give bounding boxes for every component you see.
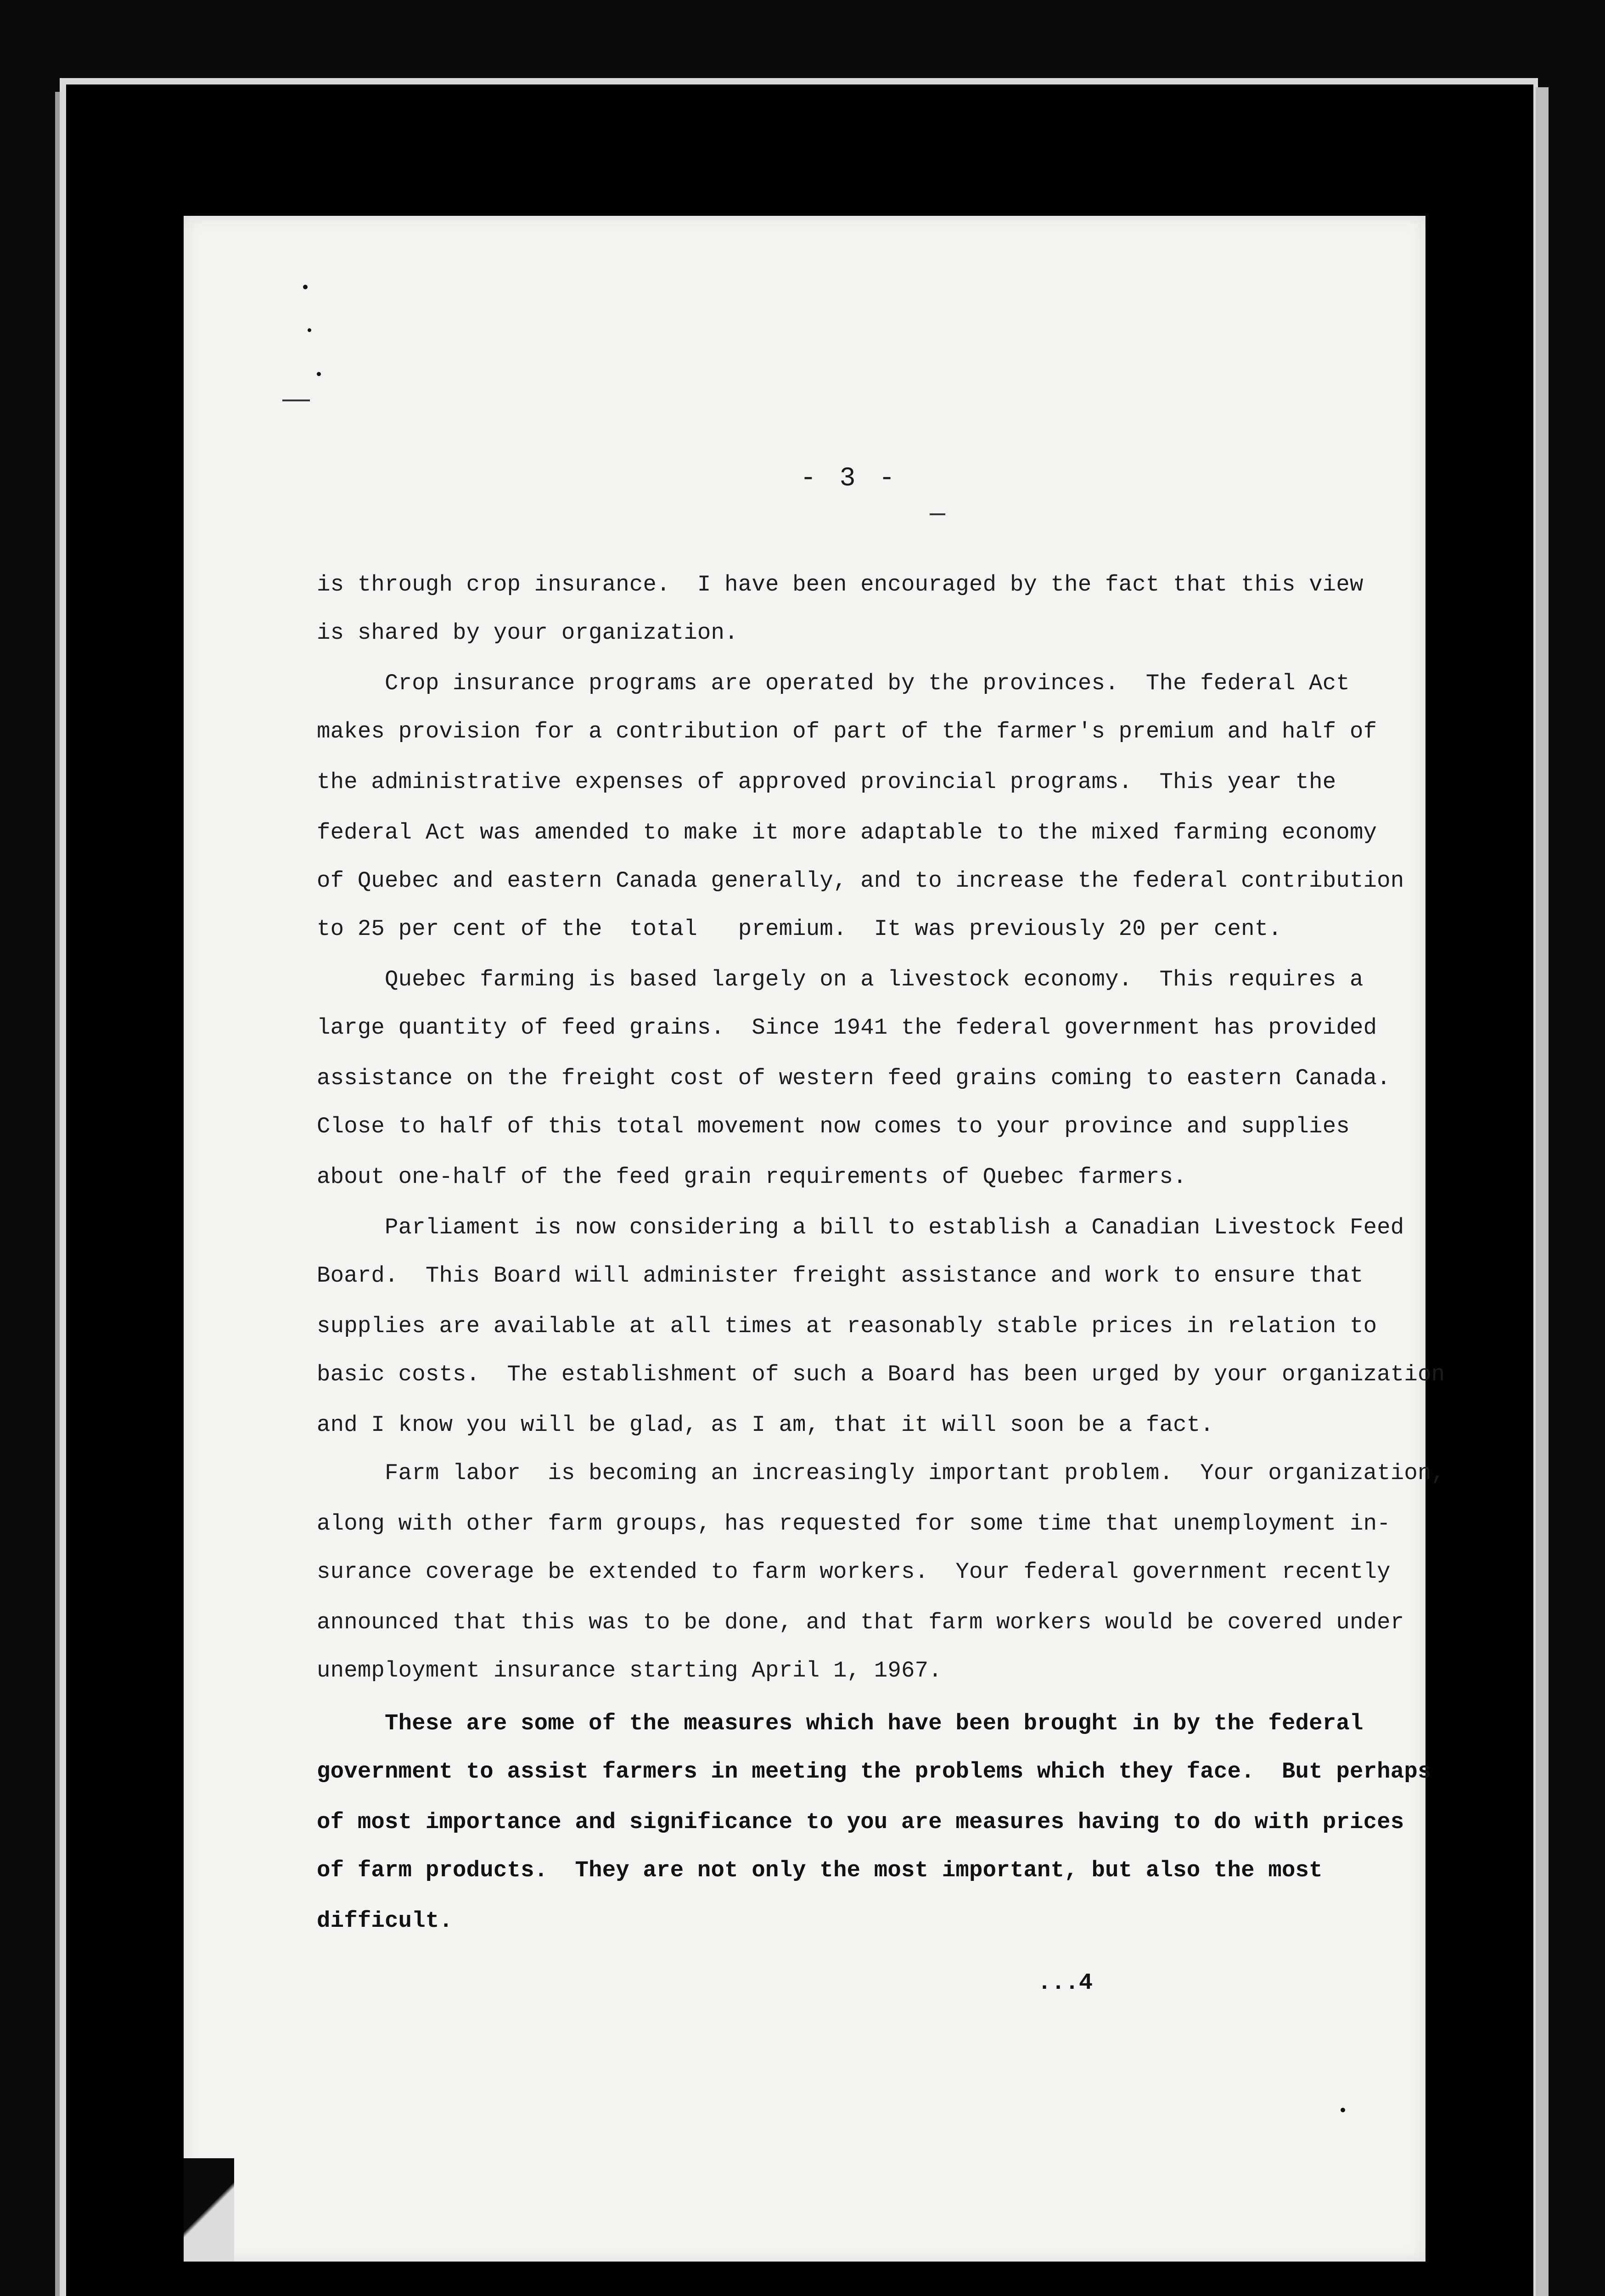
scan-speck (303, 285, 308, 289)
text-line: and I know you will be glad, as I am, that it will soon be a fact. (317, 1412, 1214, 1438)
text-line: Quebec farming is based largely on a livestock economy. This requires a (317, 967, 1364, 992)
text-line: Close to half of this total movement now comes to your province and supplies (317, 1114, 1350, 1139)
scan-speck (1341, 2108, 1345, 2112)
scan-speck (308, 328, 311, 332)
text-line: federal Act was amended to make it more adaptable to the mixed farming economy (317, 820, 1377, 845)
text-line: unemployment insurance starting April 1, 1967. (317, 1658, 942, 1683)
text-line: Farm labor is becoming an increasingly important problem. Your organization, (317, 1460, 1445, 1486)
text-line: to 25 per cent of the total premium. It was previously 20 per cent. (317, 916, 1282, 942)
continuation-marker: ...4 (1038, 1970, 1093, 1996)
text-line: along with other farm groups, has requested for some time that unemployment in- (317, 1511, 1391, 1536)
page-number: - 3 - (800, 464, 899, 494)
text-line: government to assist farmers in meeting the problems which they face. But perhaps (317, 1759, 1431, 1784)
text-line: supplies are available at all times at reasonably stable prices in relation to (317, 1313, 1377, 1339)
text-line: announced that this was to be done, and that farm workers would be covered under (317, 1609, 1404, 1635)
film-edge-right (1536, 87, 1549, 2296)
text-line: large quantity of feed grains. Since 1941 the federal government has provided (317, 1015, 1377, 1041)
text-line: surance coverage be extended to farm workers. Your federal government recently (317, 1559, 1391, 1585)
text-line: basic costs. The establishment of such a Board has been urged by your organization (317, 1362, 1445, 1387)
text-line: the administrative expenses of approved provincial programs. This year the (317, 769, 1336, 795)
scan-mark (930, 513, 945, 515)
scan-mark (282, 400, 310, 401)
scan-speck (317, 372, 321, 376)
text-line: of farm products. They are not only the most important, but also the most (317, 1857, 1323, 1883)
text-line: difficult. (317, 1908, 453, 1934)
text-line: Board. This Board will administer freight assistance and work to ensure that (317, 1263, 1364, 1289)
text-line: assistance on the freight cost of western feed grains coming to eastern Canada. (317, 1065, 1391, 1091)
text-line: These are some of the measures which have been brought in by the federal (317, 1711, 1364, 1736)
text-line: Crop insurance programs are operated by the provinces. The federal Act (317, 670, 1350, 696)
text-line: Parliament is now considering a bill to establish a Canadian Livestock Feed (317, 1215, 1404, 1240)
text-line: about one-half of the feed grain requirements of Quebec farmers. (317, 1164, 1187, 1190)
text-line: is through crop insurance. I have been encouraged by the fact that this view (317, 572, 1364, 597)
page-corner-fold (184, 2158, 234, 2262)
text-line: of Quebec and eastern Canada generally, and to increase the federal contribution (317, 868, 1404, 894)
text-line: is shared by your organization. (317, 620, 738, 646)
text-line: of most importance and significance to you are measures having to do with prices (317, 1809, 1404, 1835)
text-line: makes provision for a contribution of part of the farmer's premium and half of (317, 719, 1377, 744)
